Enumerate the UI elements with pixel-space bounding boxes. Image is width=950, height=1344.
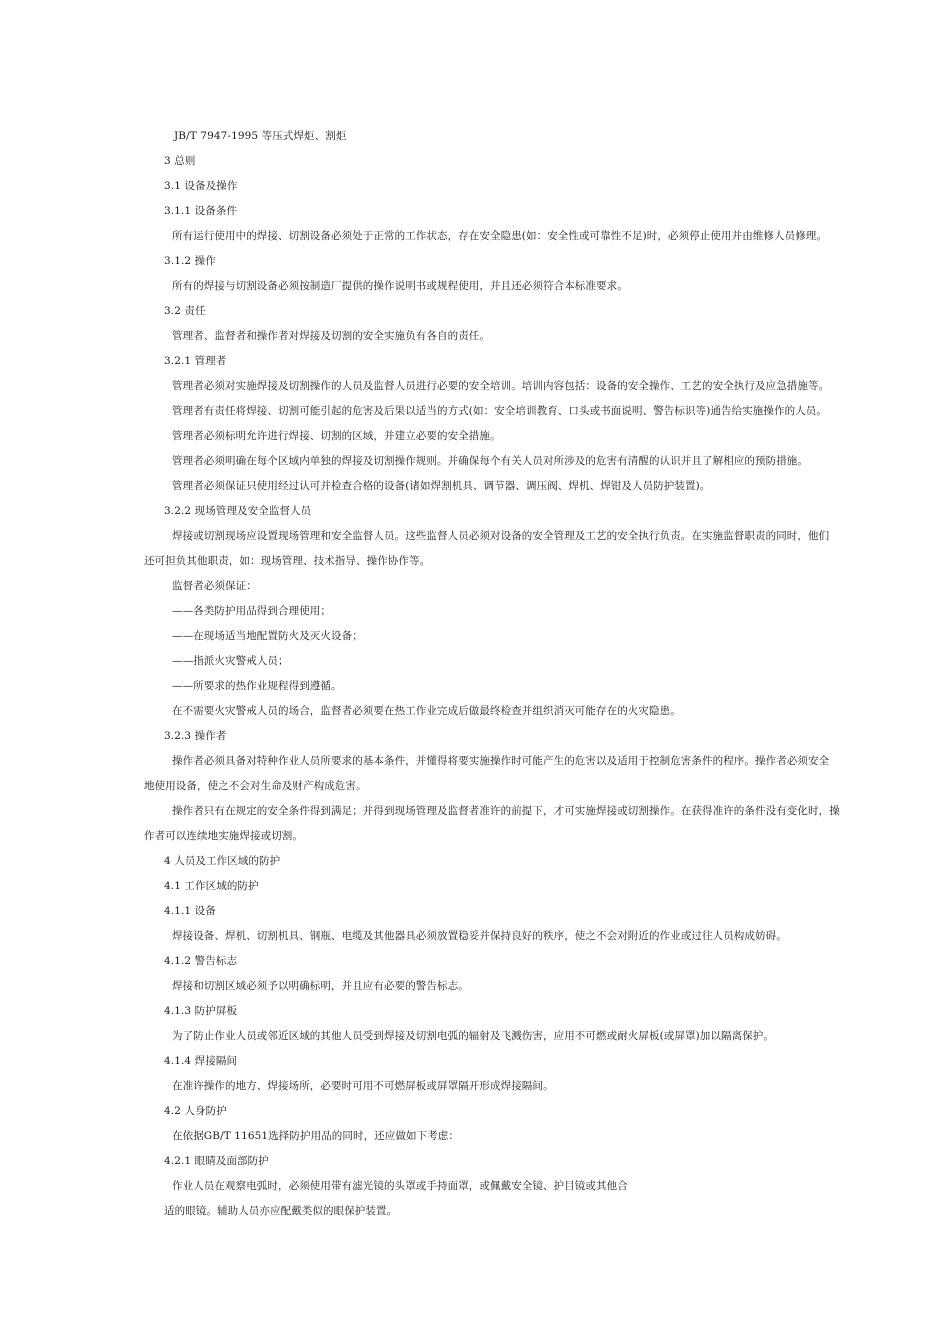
paragraph-3-2-2-a-line1: 焊接或切割现场应设置现场管理和安全监督人员。这些监督人员必须对设备的安全管理及工艺的安全执行负责。在实施监督职责的同时，他们 [172,530,830,542]
paragraph-3-2-2-a-line2: 还可担负其他职责，如：现场管理、技术指导、操作协作等。 [144,555,431,567]
paragraph-3-2-1-c: 管理者必须标明允许进行焊接、切割的区域，并建立必要的安全措施。 [172,430,501,442]
paragraph-3-2-1-b: 管理者有责任将焊接、切割可能引起的危害及后果以适当的方式(如：安全培训教育、口头或书面说明、警告标识等)通告给实施操作的人员。 [172,405,827,417]
document-header-standard: JB/T 7947-1995 等压式焊炬、割炬 [174,130,347,142]
paragraph-4-1-3: 为了防止作业人员或邻近区域的其他人员受到焊接及切割电弧的辐射及飞溅伤害，应用不可燃或耐火屏板(或屏罩)加以隔离保护。 [172,1030,774,1042]
paragraph-4-1-2: 焊接和切割区域必须予以明确标明，并且应有必要的警告标志。 [172,980,469,992]
paragraph-4-1-1: 焊接设备、焊机、切割机具、钢瓶、电缆及其他器具必须放置稳妥并保持良好的秩序，使之不会对附近的作业或过往人员构成妨碍。 [172,930,787,942]
paragraph-3-2-2-c: 在不需要火灾警戒人员的场合，监督者必须要在热工作业完成后做最终检查并组织消灭可能存在的火灾隐患。 [172,705,681,717]
section-heading-4-1-1: 4.1.1 设备 [164,905,216,917]
paragraph-3-2: 管理者、监督者和操作者对焊接及切割的安全实施负有各自的责任。 [172,330,490,342]
paragraph-3-2-3-b-line1: 操作者只有在规定的安全条件得到满足；并得到现场管理及监督者准许的前提下，才可实施焊接或切割操作。在获得准许的条件没有变化时，操 [172,805,840,817]
section-heading-3-2-1: 3.2.1 管理者 [164,355,227,367]
section-heading-4-1: 4.1 工作区域的防护 [164,880,259,892]
paragraph-3-2-1-a: 管理者必须对实施焊接及切割操作的人员及监督人员进行必要的安全培训。培训内容包括：设备的安全操作、工艺的安全执行及应急措施等。 [172,380,830,392]
section-heading-4-1-3: 4.1.3 防护屏板 [164,1005,238,1017]
paragraph-3-2-3-a-line1: 操作者必须具备对特种作业人员所要求的基本条件，并懂得将要实施操作时可能产生的危害以及适用于控制危害条件的程序。操作者必须安全 [172,755,830,767]
section-heading-3-2-3: 3.2.3 操作者 [164,730,227,742]
section-heading-4: 4 人员及工作区域的防护 [164,855,281,867]
section-heading-4-1-2: 4.1.2 警告标志 [164,955,238,967]
section-heading-3-1-2: 3.1.2 操作 [164,255,216,267]
section-heading-3-2-2: 3.2.2 现场管理及安全监督人员 [164,505,312,517]
paragraph-3-1-1: 所有运行使用中的焊接、切割设备必须处于正常的工作状态，存在安全隐患(如：安全性或可靠性不足)时，必须停止使用并由维修人员修理。 [172,230,827,242]
paragraph-4-2-1-line1: 作业人员在观察电弧时，必须使用带有滤光镜的头罩或手持面罩，或佩戴安全镜、护目镜或其他合 [172,1180,628,1192]
paragraph-3-2-3-a-line2: 地使用设备，使之不会对生命及财产构成危害。 [144,780,367,792]
paragraph-3-1-2: 所有的焊接与切割设备必须按制造厂提供的操作说明书或规程使用，并且还必须符合本标准要求。 [172,280,628,292]
section-heading-4-2-1: 4.2.1 眼睛及面部防护 [164,1155,269,1167]
paragraph-3-2-3-b-line2: 作者可以连续地实施焊接或切割。 [144,830,303,842]
section-heading-3-1-1: 3.1.1 设备条件 [164,205,238,217]
paragraph-4-1-4: 在准许操作的地方、焊接场所，必要时可用不可燃屏板或屏罩隔开形成焊接隔间。 [172,1080,554,1092]
paragraph-3-2-2-b: 监督者必须保证： [172,580,257,592]
paragraph-4-2: 在依据GB/T 11651选择防护用品的同时，还应做如下考虑： [172,1130,459,1142]
list-item-fire-watch: ——指派火灾警戒人员； [172,655,289,667]
section-heading-4-2: 4.2 人身防护 [164,1105,227,1117]
paragraph-4-2-1-line2: 适的眼镜。辅助人员亦应配戴类似的眼保护装置。 [164,1205,398,1217]
section-heading-4-1-4: 4.1.4 焊接隔间 [164,1055,238,1067]
section-heading-3-2: 3.2 责任 [164,305,206,317]
paragraph-3-2-1-e: 管理者必须保证只使用经过认可并检查合格的设备(诸如焊割机具、调节器、调压阀、焊机、焊钳及人员防护装置)。 [172,480,711,492]
list-item-hot-work-rules: ——所要求的热作业规程得到遵循。 [172,680,342,692]
list-item-fire-equipment: ——在现场适当地配置防火及灭火设备； [172,630,363,642]
section-heading-3-1: 3.1 设备及操作 [164,180,238,192]
list-item-protective-equipment: ——各类防护用品得到合理使用； [172,605,331,617]
paragraph-3-2-1-d: 管理者必须明确在每个区域内单独的焊接及切割操作规则。并确保每个有关人员对所涉及的危害有清醒的认识并且了解相应的预防措施。 [172,455,808,467]
section-heading-3: 3 总则 [164,155,196,167]
